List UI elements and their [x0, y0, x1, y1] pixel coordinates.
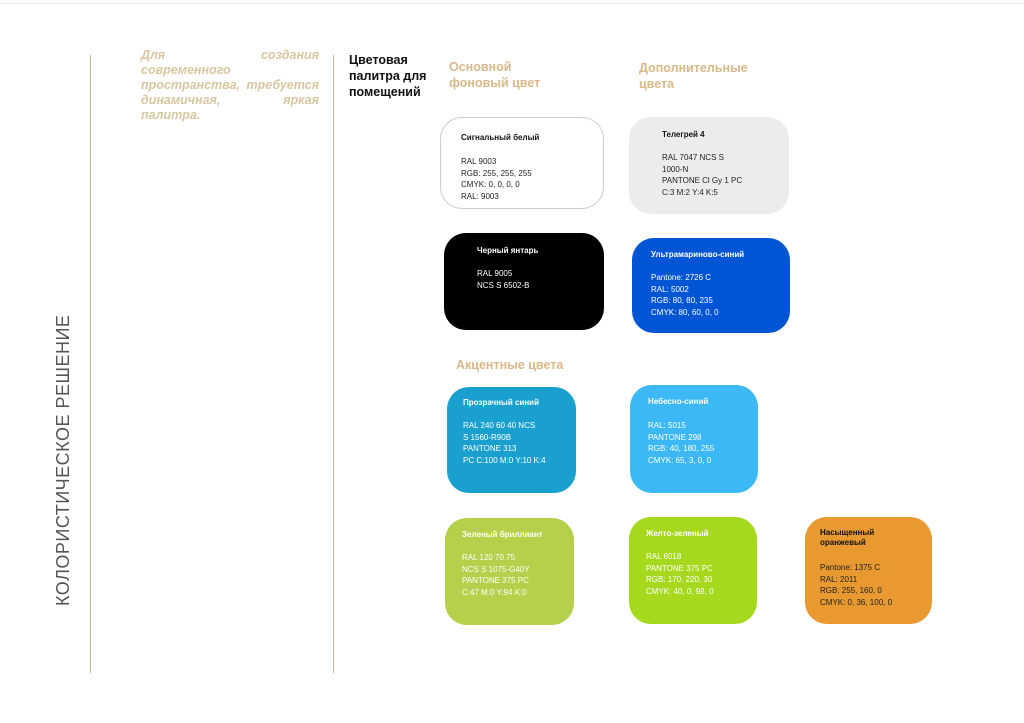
color-spec: RAL 9005 NCS S 6502-B	[477, 269, 530, 290]
color-name: Зеленый бриллиант	[462, 530, 543, 539]
side-title: КОЛОРИСТИЧЕСКОЕ РЕШЕНИЕ	[53, 314, 73, 606]
color-spec: RAL 120 70 75 NCS S 1075-G40Y PANTONE 375 PC C:47 M:0 Y:94 K:0	[462, 553, 530, 597]
color-name: Телегрей 4	[662, 130, 705, 139]
color-card-sky-blue	[630, 385, 758, 493]
section-main-background: Основной фоновый цвет	[449, 60, 541, 90]
color-card-green-brilliant	[445, 518, 574, 625]
color-card-telegrey	[629, 117, 789, 214]
color-spec: RAL 240 60 40 NCS S 1560-R90B PANTONE 313 PC C:100 M:0 Y:10 K:4	[463, 421, 546, 465]
color-card-signal-white	[440, 117, 604, 209]
color-name: Сигнальный белый	[461, 133, 540, 142]
color-spec: RAL 6018 PANTONE 375 PC RGB: 170, 220, 30 CMYK: 40, 0, 98, 0	[646, 552, 714, 596]
color-name: Насыщенный оранжевый	[820, 528, 875, 547]
intro-text: Для создания современного пространства, требуется динамичная, яркая палитра.	[141, 48, 319, 122]
color-name: Черный янтарь	[477, 246, 539, 255]
top-rule	[0, 3, 1024, 4]
color-card-ultramarine	[632, 238, 790, 333]
color-spec: RAL 7047 NCS S 1000-N PANTONE Cl Gy 1 PC C:3 M:2 Y:4 K:5	[662, 153, 743, 197]
color-card-transparent-blue	[447, 387, 576, 493]
color-name: Желто-зеленый	[646, 529, 709, 538]
section-accent-colors: Акцентные цвета	[456, 358, 564, 372]
color-card-black-amber	[444, 233, 604, 330]
color-name: Прозрачный синий	[463, 398, 540, 407]
middle-divider	[333, 55, 334, 673]
color-card-yellow-green	[629, 517, 757, 624]
palette-title: Цветовая палитра для помещений	[349, 53, 427, 99]
color-card-saturated-orange	[805, 517, 932, 624]
color-spec: RAL 9003 RGB: 255, 255, 255 CMYK: 0, 0, 0, 0 RAL: 9003	[461, 157, 532, 201]
color-spec: Pantone: 2726 C RAL: 5002 RGB: 80, 80, 235 CMYK: 80, 60, 0, 0	[651, 273, 719, 317]
color-name: Ультрамариново-синий	[651, 250, 745, 259]
color-spec: RAL: 5015 PANTONE 298 RGB: 40, 180, 255 CMYK: 65, 3, 0, 0	[648, 421, 715, 465]
section-additional-colors: Дополнительные цвета	[639, 61, 748, 91]
color-spec: Pantone: 1375 C RAL: 2011 RGB: 255, 160, 0 CMYK: 0, 36, 100, 0	[820, 563, 893, 607]
color-name: Небесно-синий	[648, 397, 709, 406]
left-divider	[90, 55, 91, 673]
